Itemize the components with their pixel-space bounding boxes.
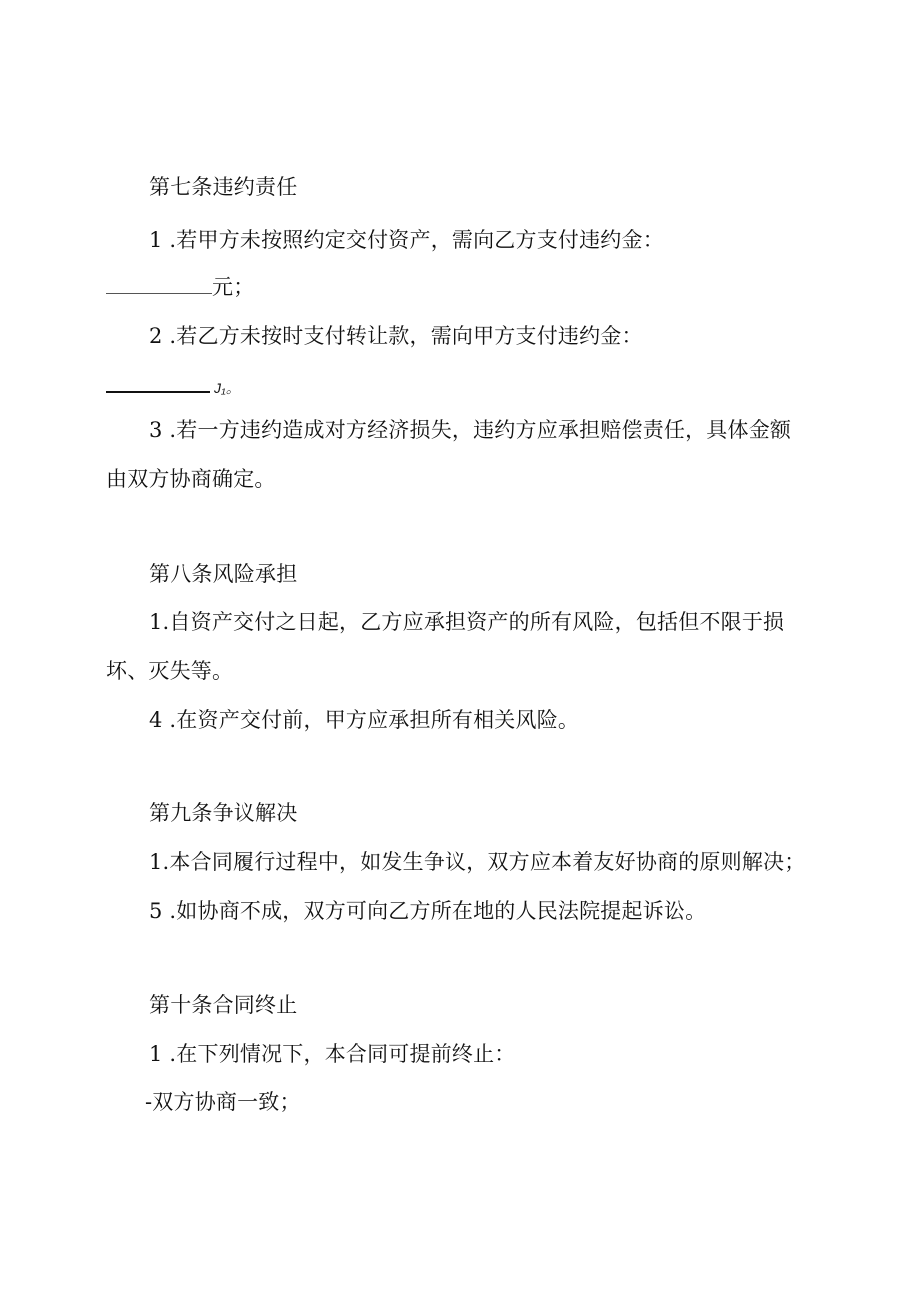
section-10-title: 第十条合同终止	[149, 993, 298, 1017]
section-9-item-2-line-1: 5 .如协商不成，双方可向乙方所在地的人民法院提起诉讼。	[149, 899, 707, 923]
section-7-item-1-line-2	[106, 275, 254, 300]
section-8-item-1-line-2: 坏、灭失等。	[106, 659, 234, 683]
section-10-bullet-1: -双方协商一致；	[145, 1090, 301, 1114]
section-7-item-1-suffix: 元；	[212, 275, 255, 299]
section-7-item-2-suffix: J₁。	[214, 380, 241, 396]
section-8-item-2-line-1: 4 .在资产交付前，甲方应承担所有相关风险。	[149, 708, 580, 732]
section-8-item-1-line-1: 1.自资产交付之日起，乙方应承担资产的所有风险，包括但不限于损	[149, 610, 785, 634]
penalty-amount-blank-2	[106, 376, 210, 393]
section-9-item-1-line-1: 1.本合同履行过程中，如发生争议，双方应本着友好协商的原则解决；	[149, 850, 806, 874]
section-10-item-1-line-1: 1 .在下列情况下，本合同可提前终止：	[149, 1042, 516, 1066]
section-7-item-3-line-2: 由双方协商确定。	[106, 467, 276, 491]
section-7-item-3-line-1: 3 .若一方违约造成对方经济损失，违约方应承担赔偿责任，具体金额	[149, 418, 792, 442]
section-8-title: 第八条风险承担	[149, 562, 298, 586]
section-7-item-2-line-2	[106, 374, 240, 399]
section-9-title: 第九条争议解决	[149, 801, 298, 825]
section-7-item-1-line-1: 1 .若甲方未按照约定交付资产，需向乙方支付违约金：	[149, 228, 664, 252]
penalty-amount-blank-1	[106, 278, 212, 294]
section-7-item-2-line-1: 2 .若乙方未按时支付转让款，需向甲方支付违约金：	[149, 324, 643, 348]
section-7-title: 第七条违约责任	[149, 175, 298, 199]
